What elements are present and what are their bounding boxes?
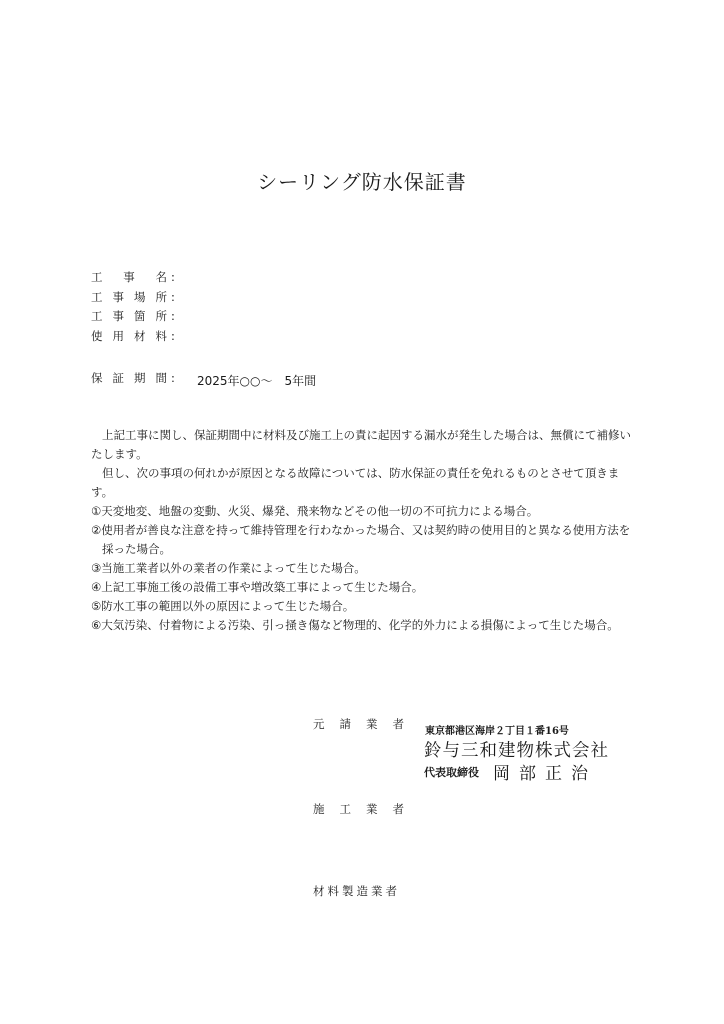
field-label: 使用材料 bbox=[91, 329, 169, 343]
company-name: 鈴与三和建物株式会社 bbox=[424, 741, 609, 761]
field-label: 工事名 bbox=[91, 270, 169, 284]
field-label: 工事箇所 bbox=[91, 309, 169, 323]
list-item: ④上記工事施工後の設備工事や増改築工事によって生じた場合。 bbox=[91, 580, 424, 594]
field-construction-name bbox=[91, 269, 177, 285]
list-item: ⑥大気汚染、付着物による汚染、引っ掻き傷など物理的、化学的外力による損傷によって生じた場合。 bbox=[91, 618, 619, 632]
warranty-period-value: 2025年○○～ 5年間 bbox=[197, 374, 317, 388]
representative-title: 代表取締役 bbox=[424, 766, 479, 779]
field-construction-area bbox=[91, 308, 177, 324]
colon: : bbox=[171, 329, 177, 343]
document-title: シーリング防水保証書 bbox=[257, 170, 467, 194]
field-materials bbox=[91, 328, 177, 344]
exception-paragraph: 但し、次の事項の何れかが原因となる故障については、防水保証の責任を免れるものとさせて頂きます。 bbox=[91, 466, 620, 499]
warranty-period-label: 保証期間 bbox=[91, 371, 169, 385]
terms-body bbox=[91, 426, 631, 635]
prime-contractor-label: 元請業者 bbox=[313, 717, 419, 731]
manufacturer-label: 材料製造業者 bbox=[313, 884, 400, 898]
field-label: 工事場所 bbox=[91, 290, 169, 304]
field-construction-site bbox=[91, 289, 177, 305]
company-address: 東京都港区海岸２丁目１番16号 bbox=[425, 726, 569, 737]
colon: : bbox=[171, 309, 177, 323]
colon: : bbox=[171, 290, 177, 304]
colon: : bbox=[171, 371, 177, 385]
intro-paragraph: 上記工事に関し、保証期間中に材料及び施工上の責に起因する漏水が発生した場合は、無償にて補修いたします。 bbox=[91, 428, 631, 461]
representative-name: 岡部正治 bbox=[493, 764, 597, 784]
colon: : bbox=[171, 270, 177, 284]
list-item: ③当施工業者以外の業者の作業によって生じた場合。 bbox=[91, 561, 366, 575]
list-item: ②使用者が善良な注意を持って維持管理を行わなかった場合、又は契約時の使用目的と異なる使用方法を採った場合。 bbox=[91, 523, 631, 556]
list-item: ⑤防水工事の範囲以外の原因によって生じた場合。 bbox=[91, 599, 355, 613]
list-item: ①天変地変、地盤の変動、火災、爆発、飛来物などその他一切の不可抗力による場合。 bbox=[91, 504, 539, 518]
contractor-label: 施工業者 bbox=[313, 802, 419, 816]
warranty-period-label-row bbox=[91, 370, 177, 386]
